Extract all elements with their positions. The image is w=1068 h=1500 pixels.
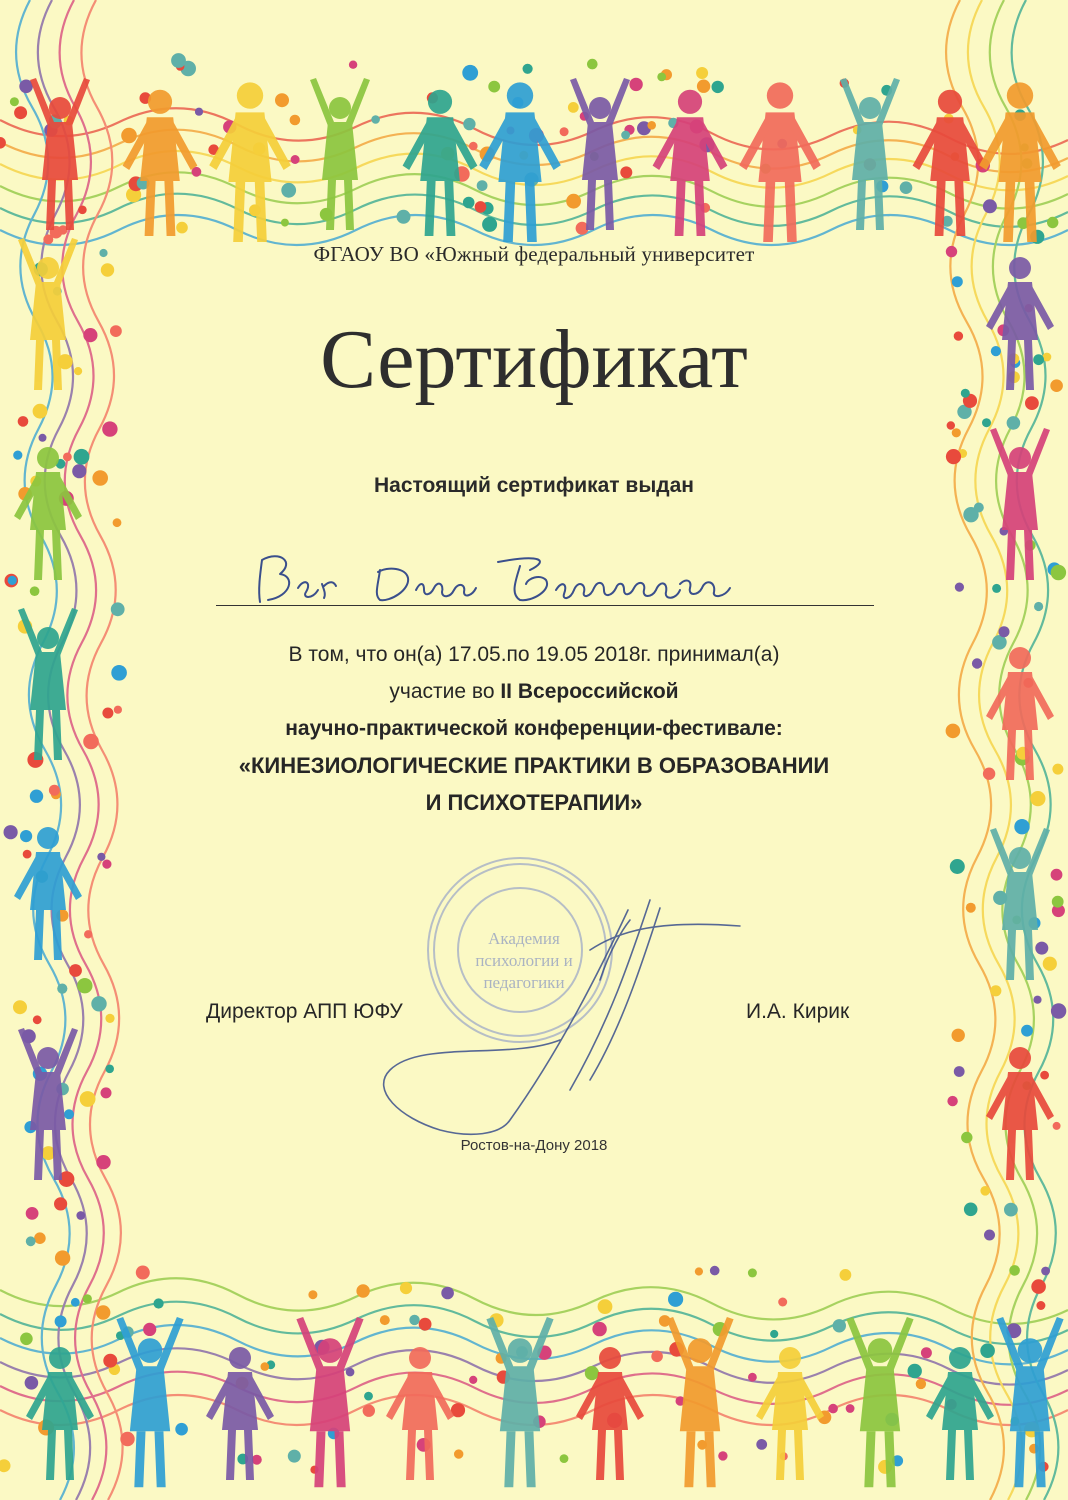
city-year: Ростов-на-Дону 2018 [460, 1137, 608, 1154]
conference-title-line-1: «КИНЕЗИОЛОГИЧЕСКИЕ ПРАКТИКИ В ОБРАЗОВАНИИ [238, 753, 830, 778]
body-line-2-prefix: участие во [389, 680, 501, 703]
organization-name: ФГАОУ ВО «Южный федеральный университет [313, 242, 755, 266]
certificate-body [0, 636, 1068, 821]
body-line-2-bold: II Всероссийской [500, 680, 679, 703]
stamp-line-3: педагогики [483, 973, 565, 992]
body-line-1: В том, что он(а) 17.05.по 19.05 2018г. принимал(а) [288, 643, 780, 666]
conference-title-line-2: И ПСИХОТЕРАПИИ» [425, 790, 643, 815]
recipient-name-line [216, 605, 874, 606]
handwritten-recipient-name [240, 540, 800, 610]
certificate-title: Сертификат [320, 313, 748, 406]
signer-name: И.А. Кирик [746, 1000, 850, 1023]
director-label: Директор АПП ЮФУ [206, 1000, 403, 1023]
body-line-2 [0, 673, 1068, 710]
director-signature [360, 890, 760, 1140]
issued-to-label: Настоящий сертификат выдан [374, 474, 694, 497]
body-line-3: научно-практической конференции-фестивале: [285, 717, 783, 740]
stamp-line-2: психологии и [475, 951, 573, 970]
stamp-line-1: Академия [488, 929, 560, 948]
